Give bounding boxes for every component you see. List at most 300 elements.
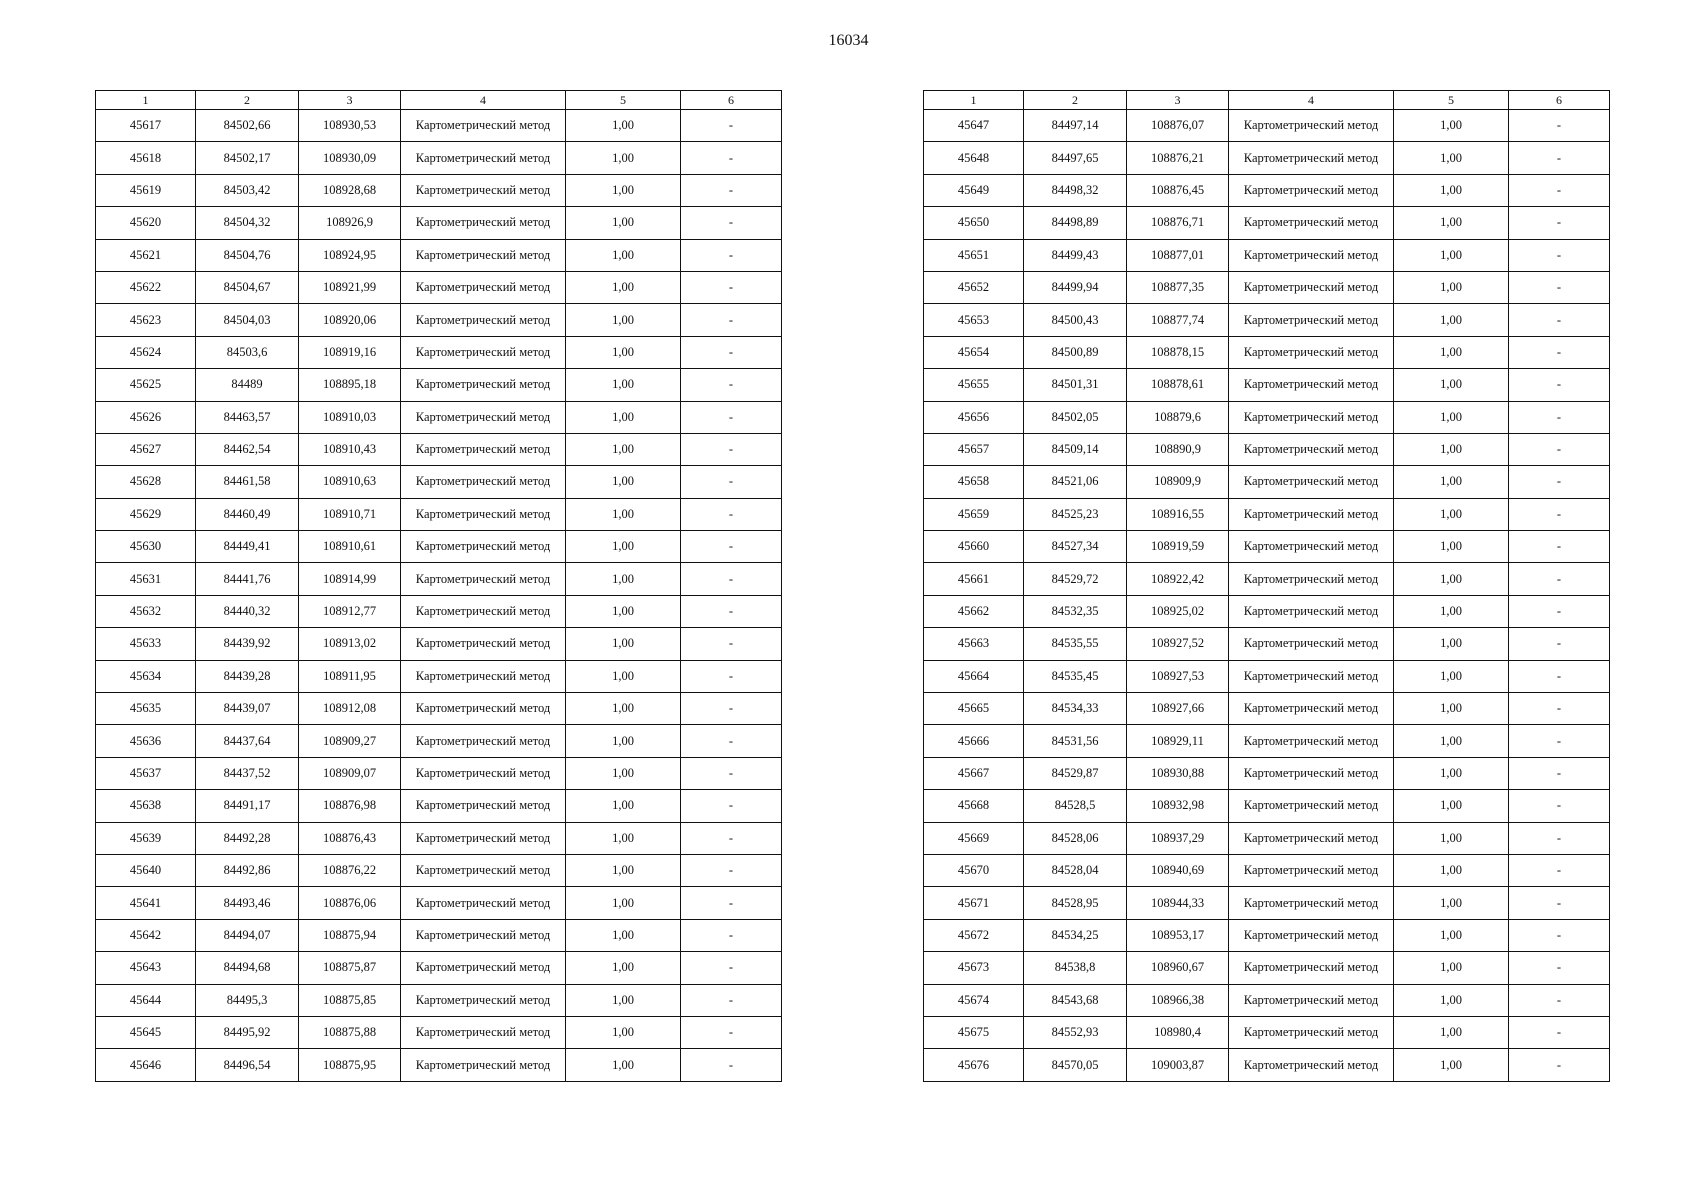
accuracy-cell: 1,00 <box>1394 304 1509 336</box>
accuracy-cell: 1,00 <box>566 207 681 239</box>
note-cell: - <box>1509 822 1610 854</box>
method-cell: Картометрический метод <box>401 919 566 951</box>
column-header: 2 <box>196 91 299 110</box>
point-number-cell: 45642 <box>96 919 196 951</box>
accuracy-cell: 1,00 <box>566 531 681 563</box>
accuracy-cell: 1,00 <box>566 887 681 919</box>
note-cell: - <box>1509 498 1610 530</box>
method-cell: Картометрический метод <box>401 433 566 465</box>
accuracy-cell: 1,00 <box>1394 142 1509 174</box>
x-coordinate-cell: 84496,54 <box>196 1049 299 1081</box>
y-coordinate-cell: 108875,95 <box>299 1049 401 1081</box>
x-coordinate-cell: 84502,17 <box>196 142 299 174</box>
note-cell: - <box>1509 919 1610 951</box>
note-cell: - <box>681 628 782 660</box>
y-coordinate-cell: 108930,09 <box>299 142 401 174</box>
method-cell: Картометрический метод <box>401 1049 566 1081</box>
accuracy-cell: 1,00 <box>566 822 681 854</box>
table-row <box>924 725 1610 757</box>
y-coordinate-cell: 108876,06 <box>299 887 401 919</box>
note-cell: - <box>1509 174 1610 206</box>
x-coordinate-cell: 84528,5 <box>1024 790 1127 822</box>
y-coordinate-cell: 108875,88 <box>299 1016 401 1048</box>
accuracy-cell: 1,00 <box>1394 401 1509 433</box>
table-row <box>924 239 1610 271</box>
table-row <box>96 142 782 174</box>
point-number-cell: 45675 <box>924 1016 1024 1048</box>
accuracy-cell: 1,00 <box>566 271 681 303</box>
y-coordinate-cell: 108876,43 <box>299 822 401 854</box>
table-row <box>96 531 782 563</box>
x-coordinate-cell: 84527,34 <box>1024 531 1127 563</box>
point-number-cell: 45666 <box>924 725 1024 757</box>
y-coordinate-cell: 108927,66 <box>1127 693 1229 725</box>
y-coordinate-cell: 108890,9 <box>1127 433 1229 465</box>
accuracy-cell: 1,00 <box>566 1016 681 1048</box>
note-cell: - <box>681 110 782 142</box>
note-cell: - <box>681 984 782 1016</box>
table-row <box>924 984 1610 1016</box>
point-number-cell: 45664 <box>924 660 1024 692</box>
column-header: 1 <box>924 91 1024 110</box>
x-coordinate-cell: 84535,55 <box>1024 628 1127 660</box>
y-coordinate-cell: 108875,94 <box>299 919 401 951</box>
method-cell: Картометрический метод <box>401 984 566 1016</box>
x-coordinate-cell: 84504,32 <box>196 207 299 239</box>
note-cell: - <box>681 271 782 303</box>
method-cell: Картометрический метод <box>401 660 566 692</box>
method-cell: Картометрический метод <box>401 498 566 530</box>
point-number-cell: 45625 <box>96 369 196 401</box>
point-number-cell: 45643 <box>96 952 196 984</box>
point-number-cell: 45633 <box>96 628 196 660</box>
x-coordinate-cell: 84503,42 <box>196 174 299 206</box>
table-row <box>924 174 1610 206</box>
x-coordinate-cell: 84499,94 <box>1024 271 1127 303</box>
method-cell: Картометрический метод <box>1229 142 1394 174</box>
x-coordinate-cell: 84439,28 <box>196 660 299 692</box>
table-row <box>924 110 1610 142</box>
note-cell: - <box>681 790 782 822</box>
y-coordinate-cell: 108912,08 <box>299 693 401 725</box>
table-row <box>924 433 1610 465</box>
column-header: 3 <box>299 91 401 110</box>
x-coordinate-cell: 84461,58 <box>196 466 299 498</box>
accuracy-cell: 1,00 <box>1394 854 1509 886</box>
point-number-cell: 45674 <box>924 984 1024 1016</box>
table-row <box>924 304 1610 336</box>
y-coordinate-cell: 108912,77 <box>299 595 401 627</box>
y-coordinate-cell: 108877,74 <box>1127 304 1229 336</box>
table-row <box>96 498 782 530</box>
point-number-cell: 45670 <box>924 854 1024 886</box>
method-cell: Картометрический метод <box>401 693 566 725</box>
note-cell: - <box>681 401 782 433</box>
table-row <box>96 433 782 465</box>
accuracy-cell: 1,00 <box>566 563 681 595</box>
y-coordinate-cell: 108937,29 <box>1127 822 1229 854</box>
note-cell: - <box>1509 304 1610 336</box>
x-coordinate-cell: 84462,54 <box>196 433 299 465</box>
method-cell: Картометрический метод <box>401 531 566 563</box>
accuracy-cell: 1,00 <box>566 498 681 530</box>
point-number-cell: 45660 <box>924 531 1024 563</box>
accuracy-cell: 1,00 <box>566 142 681 174</box>
page-number: 16034 <box>828 32 869 49</box>
point-number-cell: 45623 <box>96 304 196 336</box>
method-cell: Картометрический метод <box>1229 401 1394 433</box>
x-coordinate-cell: 84440,32 <box>196 595 299 627</box>
x-coordinate-cell: 84439,07 <box>196 693 299 725</box>
x-coordinate-cell: 84529,87 <box>1024 757 1127 789</box>
table-row <box>96 563 782 595</box>
point-number-cell: 45667 <box>924 757 1024 789</box>
y-coordinate-cell: 108910,63 <box>299 466 401 498</box>
accuracy-cell: 1,00 <box>1394 660 1509 692</box>
table-row <box>924 887 1610 919</box>
accuracy-cell: 1,00 <box>566 757 681 789</box>
point-number-cell: 45656 <box>924 401 1024 433</box>
point-number-cell: 45663 <box>924 628 1024 660</box>
note-cell: - <box>681 693 782 725</box>
method-cell: Картометрический метод <box>1229 854 1394 886</box>
x-coordinate-cell: 84509,14 <box>1024 433 1127 465</box>
method-cell: Картометрический метод <box>1229 1016 1394 1048</box>
method-cell: Картометрический метод <box>1229 887 1394 919</box>
accuracy-cell: 1,00 <box>566 304 681 336</box>
note-cell: - <box>1509 563 1610 595</box>
note-cell: - <box>1509 239 1610 271</box>
x-coordinate-cell: 84570,05 <box>1024 1049 1127 1081</box>
accuracy-cell: 1,00 <box>1394 595 1509 627</box>
point-number-cell: 45658 <box>924 466 1024 498</box>
x-coordinate-cell: 84502,66 <box>196 110 299 142</box>
x-coordinate-cell: 84521,06 <box>1024 466 1127 498</box>
table-row <box>924 628 1610 660</box>
x-coordinate-cell: 84535,45 <box>1024 660 1127 692</box>
column-header: 4 <box>401 91 566 110</box>
point-number-cell: 45668 <box>924 790 1024 822</box>
y-coordinate-cell: 109003,87 <box>1127 1049 1229 1081</box>
method-cell: Картометрический метод <box>401 174 566 206</box>
note-cell: - <box>681 304 782 336</box>
note-cell: - <box>1509 790 1610 822</box>
y-coordinate-cell: 108911,95 <box>299 660 401 692</box>
x-coordinate-cell: 84525,23 <box>1024 498 1127 530</box>
note-cell: - <box>1509 660 1610 692</box>
point-number-cell: 45650 <box>924 207 1024 239</box>
method-cell: Картометрический метод <box>401 1016 566 1048</box>
method-cell: Картометрический метод <box>401 952 566 984</box>
accuracy-cell: 1,00 <box>1394 271 1509 303</box>
method-cell: Картометрический метод <box>1229 110 1394 142</box>
note-cell: - <box>681 174 782 206</box>
x-coordinate-cell: 84437,52 <box>196 757 299 789</box>
accuracy-cell: 1,00 <box>1394 1049 1509 1081</box>
table-row <box>924 401 1610 433</box>
note-cell: - <box>681 336 782 368</box>
table-row <box>924 369 1610 401</box>
table-row <box>924 1016 1610 1048</box>
point-number-cell: 45671 <box>924 887 1024 919</box>
note-cell: - <box>1509 207 1610 239</box>
note-cell: - <box>681 466 782 498</box>
y-coordinate-cell: 108910,71 <box>299 498 401 530</box>
y-coordinate-cell: 108919,59 <box>1127 531 1229 563</box>
accuracy-cell: 1,00 <box>1394 628 1509 660</box>
x-coordinate-cell: 84528,06 <box>1024 822 1127 854</box>
point-number-cell: 45644 <box>96 984 196 1016</box>
point-number-cell: 45621 <box>96 239 196 271</box>
table-row <box>924 336 1610 368</box>
note-cell: - <box>681 1016 782 1048</box>
column-header: 4 <box>1229 91 1394 110</box>
table-row <box>924 498 1610 530</box>
table-row <box>96 628 782 660</box>
point-number-cell: 45645 <box>96 1016 196 1048</box>
point-number-cell: 45657 <box>924 433 1024 465</box>
accuracy-cell: 1,00 <box>566 401 681 433</box>
accuracy-cell: 1,00 <box>566 693 681 725</box>
accuracy-cell: 1,00 <box>1394 433 1509 465</box>
x-coordinate-cell: 84529,72 <box>1024 563 1127 595</box>
note-cell: - <box>681 952 782 984</box>
point-number-cell: 45619 <box>96 174 196 206</box>
note-cell: - <box>1509 854 1610 886</box>
x-coordinate-cell: 84504,67 <box>196 271 299 303</box>
point-number-cell: 45655 <box>924 369 1024 401</box>
accuracy-cell: 1,00 <box>1394 174 1509 206</box>
column-header: 2 <box>1024 91 1127 110</box>
method-cell: Картометрический метод <box>401 822 566 854</box>
accuracy-cell: 1,00 <box>1394 822 1509 854</box>
x-coordinate-cell: 84534,25 <box>1024 919 1127 951</box>
y-coordinate-cell: 108876,71 <box>1127 207 1229 239</box>
x-coordinate-cell: 84492,28 <box>196 822 299 854</box>
point-number-cell: 45622 <box>96 271 196 303</box>
column-header: 1 <box>96 91 196 110</box>
table-row <box>924 142 1610 174</box>
accuracy-cell: 1,00 <box>1394 887 1509 919</box>
method-cell: Картометрический метод <box>401 207 566 239</box>
method-cell: Картометрический метод <box>1229 822 1394 854</box>
method-cell: Картометрический метод <box>401 887 566 919</box>
x-coordinate-cell: 84500,89 <box>1024 336 1127 368</box>
point-number-cell: 45636 <box>96 725 196 757</box>
x-coordinate-cell: 84498,32 <box>1024 174 1127 206</box>
method-cell: Картометрический метод <box>1229 531 1394 563</box>
table-row <box>924 207 1610 239</box>
accuracy-cell: 1,00 <box>1394 110 1509 142</box>
point-number-cell: 45640 <box>96 854 196 886</box>
method-cell: Картометрический метод <box>1229 271 1394 303</box>
table-row <box>96 401 782 433</box>
note-cell: - <box>681 563 782 595</box>
x-coordinate-cell: 84534,33 <box>1024 693 1127 725</box>
accuracy-cell: 1,00 <box>1394 207 1509 239</box>
table-row <box>924 531 1610 563</box>
y-coordinate-cell: 108876,45 <box>1127 174 1229 206</box>
table-row <box>96 887 782 919</box>
method-cell: Картометрический метод <box>1229 660 1394 692</box>
accuracy-cell: 1,00 <box>1394 369 1509 401</box>
y-coordinate-cell: 108913,02 <box>299 628 401 660</box>
method-cell: Картометрический метод <box>1229 239 1394 271</box>
x-coordinate-cell: 84463,57 <box>196 401 299 433</box>
accuracy-cell: 1,00 <box>1394 757 1509 789</box>
column-header: 5 <box>1394 91 1509 110</box>
y-coordinate-cell: 108877,01 <box>1127 239 1229 271</box>
table-row <box>924 693 1610 725</box>
point-number-cell: 45646 <box>96 1049 196 1081</box>
note-cell: - <box>1509 336 1610 368</box>
y-coordinate-cell: 108876,98 <box>299 790 401 822</box>
y-coordinate-cell: 108960,67 <box>1127 952 1229 984</box>
note-cell: - <box>1509 1049 1610 1081</box>
note-cell: - <box>1509 887 1610 919</box>
accuracy-cell: 1,00 <box>1394 336 1509 368</box>
point-number-cell: 45661 <box>924 563 1024 595</box>
point-number-cell: 45639 <box>96 822 196 854</box>
table-row <box>96 757 782 789</box>
accuracy-cell: 1,00 <box>1394 466 1509 498</box>
method-cell: Картометрический метод <box>401 854 566 886</box>
y-coordinate-cell: 108966,38 <box>1127 984 1229 1016</box>
accuracy-cell: 1,00 <box>566 433 681 465</box>
y-coordinate-cell: 108910,61 <box>299 531 401 563</box>
accuracy-cell: 1,00 <box>1394 984 1509 1016</box>
table-row <box>924 595 1610 627</box>
x-coordinate-cell: 84543,68 <box>1024 984 1127 1016</box>
accuracy-cell: 1,00 <box>566 595 681 627</box>
y-coordinate-cell: 108909,07 <box>299 757 401 789</box>
y-coordinate-cell: 108910,03 <box>299 401 401 433</box>
y-coordinate-cell: 108929,11 <box>1127 725 1229 757</box>
y-coordinate-cell: 108876,21 <box>1127 142 1229 174</box>
method-cell: Картометрический метод <box>401 790 566 822</box>
y-coordinate-cell: 108916,55 <box>1127 498 1229 530</box>
table-row <box>924 822 1610 854</box>
accuracy-cell: 1,00 <box>1394 725 1509 757</box>
point-number-cell: 45673 <box>924 952 1024 984</box>
method-cell: Картометрический метод <box>1229 790 1394 822</box>
point-number-cell: 45676 <box>924 1049 1024 1081</box>
y-coordinate-cell: 108875,87 <box>299 952 401 984</box>
note-cell: - <box>1509 1016 1610 1048</box>
method-cell: Картометрический метод <box>401 271 566 303</box>
point-number-cell: 45620 <box>96 207 196 239</box>
accuracy-cell: 1,00 <box>566 239 681 271</box>
y-coordinate-cell: 108895,18 <box>299 369 401 401</box>
x-coordinate-cell: 84439,92 <box>196 628 299 660</box>
y-coordinate-cell: 108876,07 <box>1127 110 1229 142</box>
y-coordinate-cell: 108878,15 <box>1127 336 1229 368</box>
table-row <box>96 336 782 368</box>
method-cell: Картометрический метод <box>1229 919 1394 951</box>
accuracy-cell: 1,00 <box>1394 498 1509 530</box>
note-cell: - <box>681 142 782 174</box>
y-coordinate-cell: 108909,9 <box>1127 466 1229 498</box>
x-coordinate-cell: 84491,17 <box>196 790 299 822</box>
note-cell: - <box>1509 466 1610 498</box>
y-coordinate-cell: 108920,06 <box>299 304 401 336</box>
table-row <box>96 693 782 725</box>
y-coordinate-cell: 108926,9 <box>299 207 401 239</box>
y-coordinate-cell: 108924,95 <box>299 239 401 271</box>
method-cell: Картометрический метод <box>1229 369 1394 401</box>
point-number-cell: 45665 <box>924 693 1024 725</box>
method-cell: Картометрический метод <box>1229 466 1394 498</box>
y-coordinate-cell: 108927,53 <box>1127 660 1229 692</box>
note-cell: - <box>681 595 782 627</box>
point-number-cell: 45651 <box>924 239 1024 271</box>
point-number-cell: 45637 <box>96 757 196 789</box>
point-number-cell: 45617 <box>96 110 196 142</box>
table-row <box>96 174 782 206</box>
x-coordinate-cell: 84497,65 <box>1024 142 1127 174</box>
method-cell: Картометрический метод <box>1229 304 1394 336</box>
point-number-cell: 45652 <box>924 271 1024 303</box>
note-cell: - <box>681 207 782 239</box>
x-coordinate-cell: 84495,92 <box>196 1016 299 1048</box>
x-coordinate-cell: 84492,86 <box>196 854 299 886</box>
note-cell: - <box>1509 725 1610 757</box>
note-cell: - <box>1509 757 1610 789</box>
x-coordinate-cell: 84497,14 <box>1024 110 1127 142</box>
point-number-cell: 45626 <box>96 401 196 433</box>
point-number-cell: 45653 <box>924 304 1024 336</box>
method-cell: Картометрический метод <box>401 595 566 627</box>
method-cell: Картометрический метод <box>1229 498 1394 530</box>
table-row <box>96 239 782 271</box>
y-coordinate-cell: 108980,4 <box>1127 1016 1229 1048</box>
y-coordinate-cell: 108932,98 <box>1127 790 1229 822</box>
point-number-cell: 45672 <box>924 919 1024 951</box>
note-cell: - <box>1509 595 1610 627</box>
accuracy-cell: 1,00 <box>1394 952 1509 984</box>
table-row <box>96 369 782 401</box>
y-coordinate-cell: 108877,35 <box>1127 271 1229 303</box>
y-coordinate-cell: 108930,53 <box>299 110 401 142</box>
point-number-cell: 45647 <box>924 110 1024 142</box>
x-coordinate-cell: 84552,93 <box>1024 1016 1127 1048</box>
table-row <box>96 207 782 239</box>
table-row <box>924 563 1610 595</box>
x-coordinate-cell: 84489 <box>196 369 299 401</box>
point-number-cell: 45638 <box>96 790 196 822</box>
note-cell: - <box>681 531 782 563</box>
method-cell: Картометрический метод <box>1229 757 1394 789</box>
accuracy-cell: 1,00 <box>566 174 681 206</box>
table-row <box>924 466 1610 498</box>
accuracy-cell: 1,00 <box>566 336 681 368</box>
method-cell: Картометрический метод <box>1229 336 1394 368</box>
accuracy-cell: 1,00 <box>566 854 681 886</box>
accuracy-cell: 1,00 <box>566 110 681 142</box>
x-coordinate-cell: 84503,6 <box>196 336 299 368</box>
method-cell: Картометрический метод <box>1229 628 1394 660</box>
point-number-cell: 45628 <box>96 466 196 498</box>
table-row <box>96 790 782 822</box>
note-cell: - <box>1509 952 1610 984</box>
table-row <box>96 660 782 692</box>
x-coordinate-cell: 84531,56 <box>1024 725 1127 757</box>
y-coordinate-cell: 108927,52 <box>1127 628 1229 660</box>
note-cell: - <box>681 854 782 886</box>
table-row <box>924 757 1610 789</box>
table-row <box>924 271 1610 303</box>
accuracy-cell: 1,00 <box>1394 1016 1509 1048</box>
